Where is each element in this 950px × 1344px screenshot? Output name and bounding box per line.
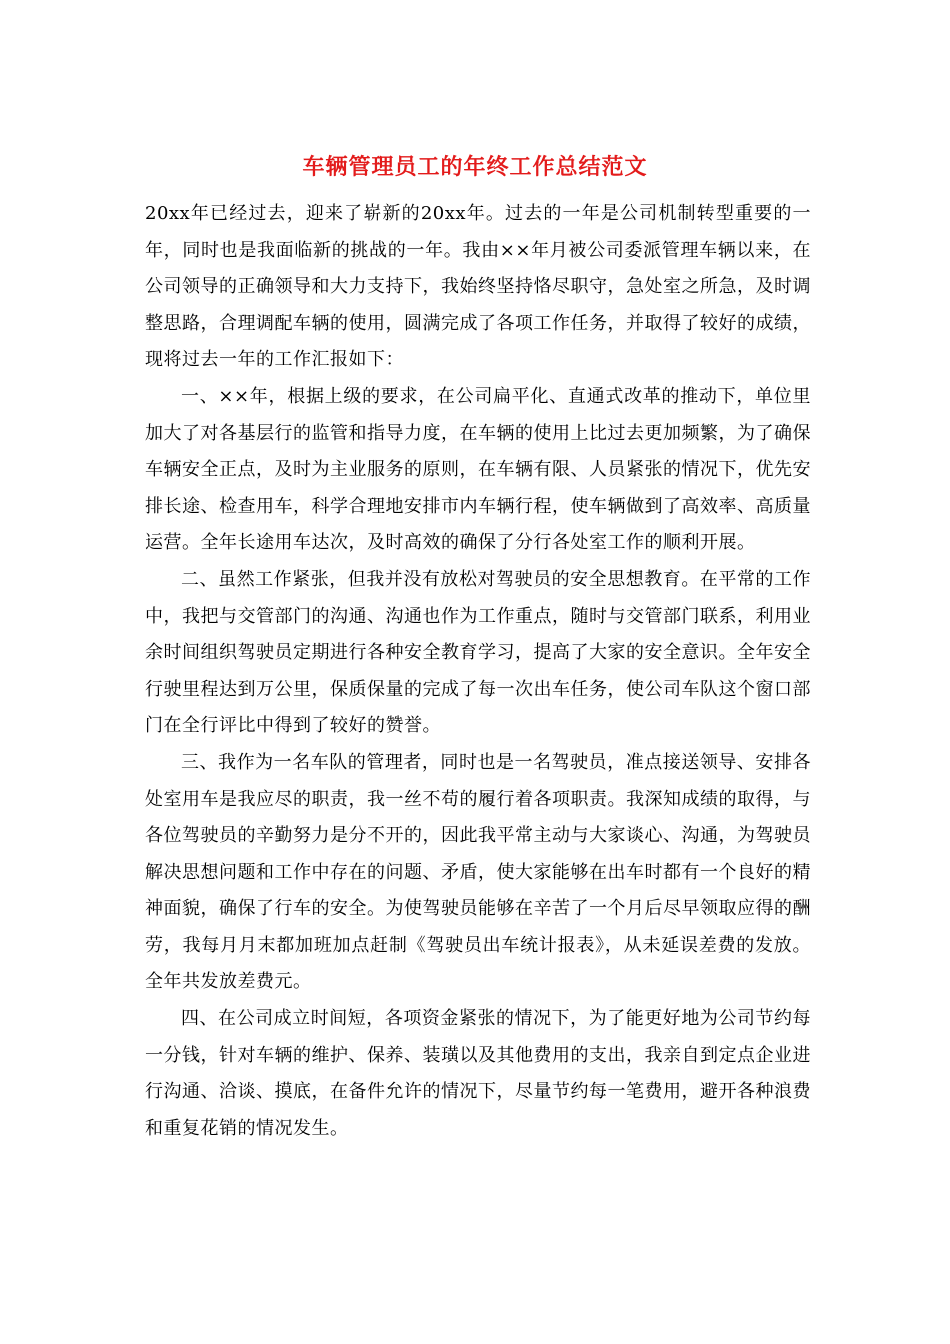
paragraph-intro: 20xx年已经过去，迎来了崭新的20xx年。过去的一年是公司机制转型重要的一年，同时也是我面临新的挑战的一年。我由××年月被公司委派管理车辆以来，在公司领导的正确领导和大力支持下，我始终坚持恪尽职守，急处室之所急，及时调整思路，合理调配车辆的使用，圆满完成了各项工作任务，并取得了较好的成绩，现将过去一年的工作汇报如下：: [145, 203, 811, 371]
paragraph-section-4: 四、在公司成立时间短，各项资金紧张的情况下，为了能更好地为公司节约每一分钱，针对车辆的维护、保养、装璜以及其他费用的支出，我亲自到定点企业进行沟通、洽谈、摸底，在备件允许的情况下，尽量节约每一笔费用，避开各种浪费和重复花销的情况发生。: [145, 1008, 811, 1139]
paragraph-section-1: 一、××年，根据上级的要求，在公司扁平化、直通式改革的推动下，单位里加大了对各基层行的监管和指导力度，在车辆的使用上比过去更加频繁，为了确保车辆安全正点，及时为主业服务的原则，在车辆有限、人员紧张的情况下，优先安排长途、检查用车，科学合理地安排市内车辆行程，使车辆做到了高效率、高质量运营。全年长途用车达次，及时高效的确保了分行各处室工作的顺利开展。: [145, 385, 811, 554]
document-title: 车辆管理员工的年终工作总结范文: [302, 154, 648, 180]
paragraph-section-2: 二、虽然工作紧张，但我并没有放松对驾驶员的安全思想教育。在平常的工作中，我把与交管部门的沟通、沟通也作为工作重点，随时与交管部门联系，利用业余时间组织驾驶员定期进行各种安全教育学习，提高了大家的安全意识。全年安全行驶里程达到万公里，保质保量的完成了每一次出车任务，使公司车队这个窗口部门在全行评比中得到了较好的赞誉。: [145, 568, 811, 737]
document-body: [145, 196, 811, 1147]
paragraph-section-3: 三、我作为一名车队的管理者，同时也是一名驾驶员，准点接送领导、安排各处室用车是我应尽的职责，我一丝不苟的履行着各项职责。我深知成绩的取得，与各位驾驶员的辛勤努力是分不开的，因此我平常主动与大家谈心、沟通，为驾驶员解决思想问题和工作中存在的问题、矛盾，使大家能够在出车时都有一个良好的精神面貌，确保了行车的安全。为使驾驶员能够在辛苦了一个月后尽早领取应得的酬劳，我每月月末都加班加点赶制《驾驶员出车统计报表》，从未延误差费的发放。全年共发放差费元。: [145, 751, 811, 993]
